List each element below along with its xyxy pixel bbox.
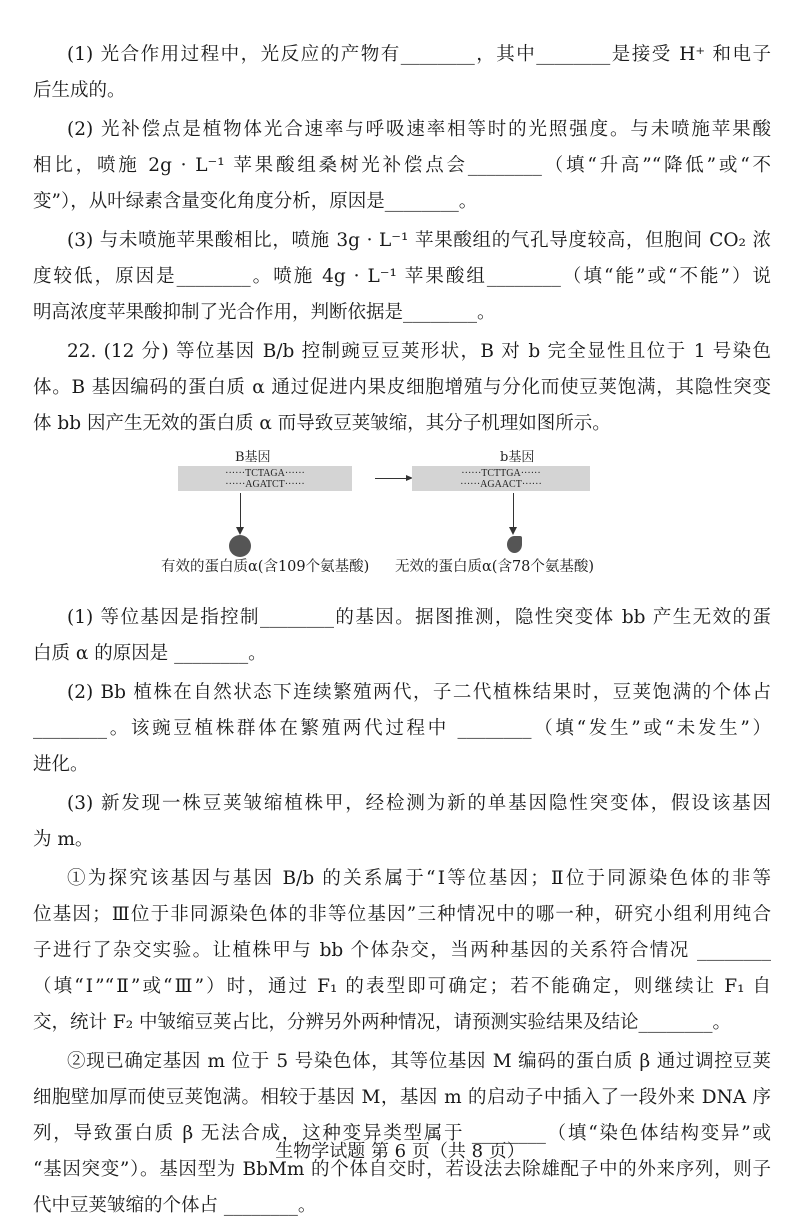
paragraph <box>33 223 771 331</box>
text-line: 为 m。 <box>33 829 94 850</box>
text-line: ________。该豌豆植株群体在繁殖两代过程中 ________（填“发生”或“未发生”） <box>33 718 771 739</box>
questions-part-2 <box>33 600 771 1224</box>
text-line: ②现已确定基因 m 位于 5 号染色体，其等位基因 M 编码的蛋白质 β 通过调控豆荚 <box>67 1051 771 1072</box>
text-line: 细胞壁加厚而使豆荚饱满。相较于基因 M，基因 m 的启动子中插入了一段外来 DNA 序 <box>33 1087 771 1108</box>
paragraph <box>33 112 771 220</box>
paragraph <box>33 1044 771 1224</box>
paragraph <box>33 675 771 783</box>
b-recessive-gene-sequence <box>412 466 590 491</box>
mutation-arrow <box>375 478 411 479</box>
text-line: 位基因；Ⅲ位于非同源染色体的非等位基因”三种情况中的哪一种，研究小组利用纯合 <box>33 904 771 925</box>
text-line: ①为探究该基因与基因 B/b 的关系属于“Ⅰ等位基因；Ⅱ位于同源染色体的非等 <box>67 868 771 889</box>
ineffective-protein-label: 无效的蛋白质α(含78个氨基酸) <box>395 559 595 575</box>
text-line: （填“Ⅰ”“Ⅱ”或“Ⅲ”）时，通过 F₁ 的表型即可确定；若不能确定，则继续让 F₁ 自 <box>33 976 771 997</box>
text-line: 白质 α 的原因是 ________。 <box>33 643 267 664</box>
b-dominant-gene-label: B基因 <box>235 450 271 465</box>
expression-arrow-left <box>240 493 241 533</box>
text-line: (2) 光补偿点是植物体光合速率与呼吸速率相等时的光照强度。与未喷施苹果酸 <box>67 119 771 140</box>
text-line: 明高浓度苹果酸抑制了光合作用，判断依据是________。 <box>33 302 496 323</box>
text-line: (1) 等位基因是指控制________的基因。据图推测，隐性突变体 bb 产生无效的蛋 <box>67 607 771 628</box>
ineffective-protein-shape <box>507 536 522 553</box>
strand-bottom: ······AGAACT······ <box>460 479 542 490</box>
effective-protein-shape <box>229 535 251 557</box>
paragraph <box>33 600 771 672</box>
b-recessive-gene-label: b基因 <box>500 450 535 465</box>
questions-part-1 <box>33 37 771 442</box>
paragraph <box>33 786 771 858</box>
b-dominant-gene-sequence <box>178 466 352 491</box>
paragraph <box>33 37 771 109</box>
text-line: 代中豆荚皱缩的个体占 ________。 <box>33 1195 317 1216</box>
strand-top: ······TCTTGA······ <box>461 468 541 479</box>
text-line: 度较低，原因是________。喷施 4g · L⁻¹ 苹果酸组________（填“能”或“不能”）说 <box>33 266 771 287</box>
text-line: 变”），从叶绿素含量变化角度分析，原因是________。 <box>33 191 478 212</box>
strand-bottom: ······AGATCT······ <box>225 479 305 490</box>
text-line: 进化。 <box>33 754 89 775</box>
text-line: “基因突变”）。基因型为 BbMm 的个体自交时，若设法去除雄配子中的外来序列，则子 <box>33 1159 771 1180</box>
text-line: (3) 与未喷施苹果酸相比，喷施 3g · L⁻¹ 苹果酸组的气孔导度较高，但胞间 CO₂ 浓 <box>67 230 771 251</box>
text-line: 列，导致蛋白质 β 无法合成，这种变异类型属于 ________（填“染色体结构变异”或 <box>33 1123 771 1144</box>
strand-top: ······TCTAGA······ <box>225 468 305 479</box>
text-line: 体 bb 因产生无效的蛋白质 α 而导致豆荚皱缩，其分子机理如图所示。 <box>33 413 611 434</box>
text-line: 体。B 基因编码的蛋白质 α 通过促进内果皮细胞增殖与分化而使豆荚饱满，其隐性突变 <box>33 377 771 398</box>
paragraph <box>33 334 771 442</box>
exam-page-content <box>33 34 771 1224</box>
page-footer: 生物学试题 第 6 页（共 8 页） <box>275 1141 525 1162</box>
text-line: 子进行了杂交实验。让植株甲与 bb 个体杂交，当两种基因的关系符合情况 ________ <box>33 940 771 961</box>
text-line: (3) 新发现一株豆荚皱缩植株甲，经检测为新的单基因隐性突变体，假设该基因 <box>67 793 771 814</box>
text-line: 交，统计 F₂ 中皱缩豆荚占比，分辨另外两种情况，请预测实验结果及结论________。 <box>33 1012 732 1033</box>
text-line: (1) 光合作用过程中，光反应的产物有________，其中________是接受 H⁺ 和电子 <box>67 44 771 65</box>
text-line: 相比，喷施 2g · L⁻¹ 苹果酸组桑树光补偿点会________（填“升高”“降低”或“不 <box>33 155 771 176</box>
text-line: (2) Bb 植株在自然状态下连续繁殖两代，子二代植株结果时，豆荚饱满的个体占 <box>67 682 771 703</box>
gene-mechanism-diagram <box>33 444 771 604</box>
paragraph <box>33 861 771 1041</box>
expression-arrow-right <box>513 493 514 533</box>
text-line: 后生成的。 <box>33 80 126 101</box>
effective-protein-label: 有效的蛋白质α(含109个氨基酸) <box>161 559 370 575</box>
text-line: 22. (12 分) 等位基因 B/b 控制豌豆豆荚形状，B 对 b 完全显性且位于 1 号染色 <box>67 341 771 362</box>
